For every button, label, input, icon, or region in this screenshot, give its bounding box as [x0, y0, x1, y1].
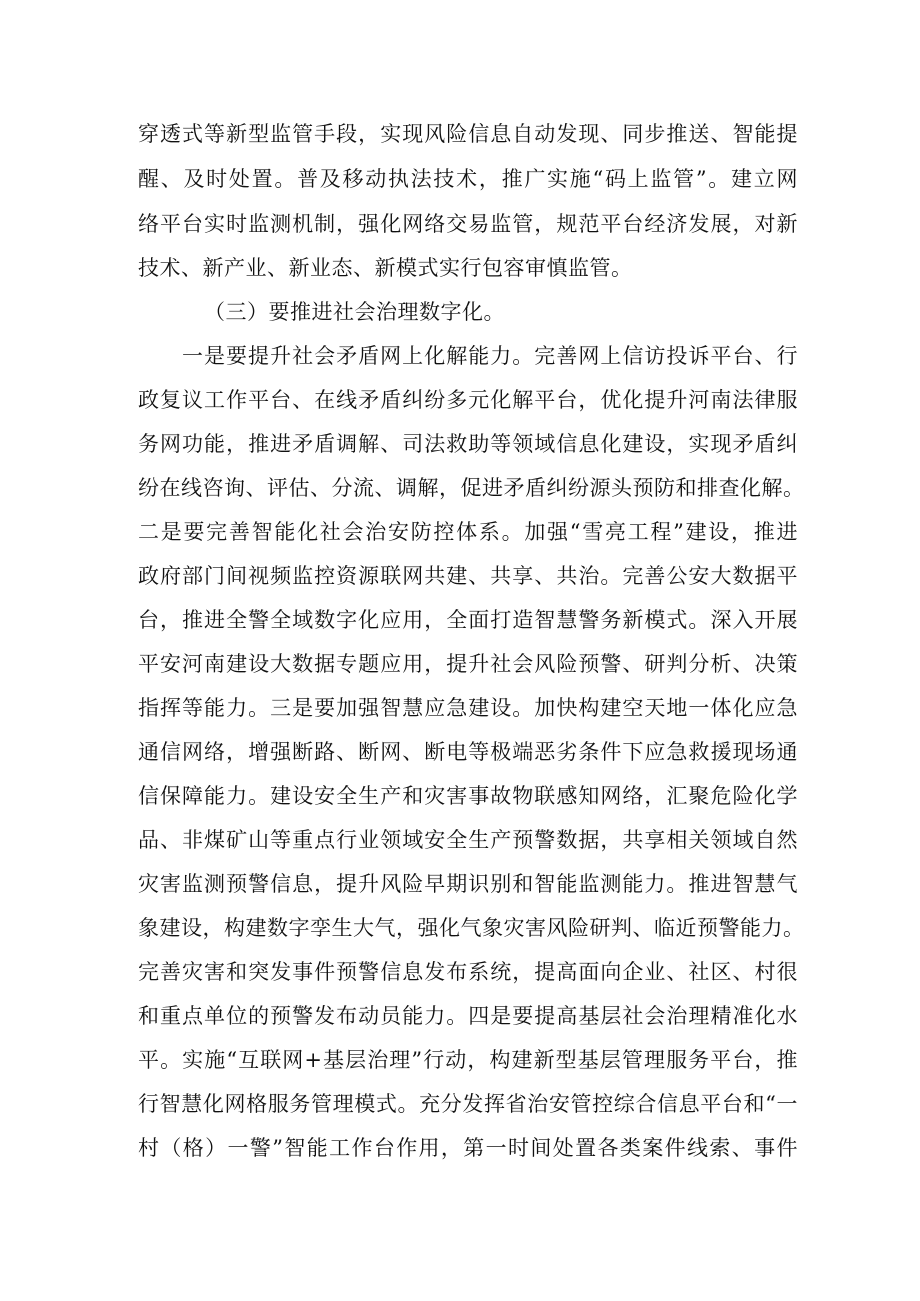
- text-line: 和重点单位的预警发布动员能力。四是要提高基层社会治理精准化水: [138, 1004, 798, 1028]
- text-line: 指挥等能力。三是要加强智慧应急建设。加快构建空天地一体化应急: [138, 696, 798, 720]
- text-line: 通信网络，增强断路、断网、断电等极端恶劣条件下应急救援现场通: [138, 740, 798, 764]
- text-line: 醒、及时处置。普及移动执法技术，推广实施“码上监管”。建立网: [138, 167, 798, 191]
- text-line: 务网功能，推进矛盾调解、司法救助等领域信息化建设，实现矛盾纠: [138, 432, 798, 456]
- text-line: 纷在线咨询、评估、分流、调解，促进矛盾纠纷源头预防和排查化解。: [138, 476, 805, 500]
- text-line: 台，推进全警全域数字化应用，全面打造智慧警务新模式。深入开展: [138, 608, 798, 632]
- text-line: 穿透式等新型监管手段，实现风险信息自动发现、同步推送、智能提: [138, 122, 798, 146]
- text-line: 平安河南建设大数据专题应用，提升社会风险预警、研判分析、决策: [138, 652, 798, 676]
- text-line: 政复议工作平台、在线矛盾纠纷多元化解平台，优化提升河南法律服: [138, 388, 798, 412]
- text-line: 完善灾害和突发事件预警信息发布系统，提高面向企业、社区、村很: [138, 960, 798, 984]
- text-line: 村（格）一警”智能工作台作用，第一时间处置各类案件线索、事件: [138, 1136, 798, 1160]
- text-line: 政府部门间视频监控资源联网共建、共享、共治。完善公安大数据平: [138, 564, 798, 588]
- paragraph-first-line: 一是要提升社会矛盾网上化解能力。完善网上信访投诉平台、行: [182, 344, 798, 368]
- text-line: 行智慧化网格服务管理模式。充分发挥省治安管控综合信息平台和“一: [138, 1092, 798, 1116]
- text-line: 二是要完善智能化社会治安防控体系。加强“雪亮工程”建设，推进: [138, 520, 798, 544]
- text-line: 技术、新产业、新业态、新模式实行包容审慎监管。: [138, 256, 633, 280]
- text-line: 灾害监测预警信息，提升风险早期识别和智能监测能力。推进智慧气: [138, 872, 798, 896]
- text-line: 络平台实时监测机制，强化网络交易监管，规范平台经济发展，对新: [138, 212, 798, 236]
- section-heading: （三）要推进社会治理数字化。: [204, 300, 505, 324]
- text-line: 平。实施“互联网+基层治理”行动，构建新型基层管理服务平台，推: [138, 1048, 798, 1072]
- text-line: 象建设，构建数字孪生大气，强化气象灾害风险研判、临近预警能力。: [138, 916, 805, 940]
- text-line: 信保障能力。建设安全生产和灾害事故物联感知网络，汇聚危险化学: [138, 784, 798, 808]
- text-line: 品、非煤矿山等重点行业领域安全生产预警数据，共享相关领域自然: [138, 828, 798, 852]
